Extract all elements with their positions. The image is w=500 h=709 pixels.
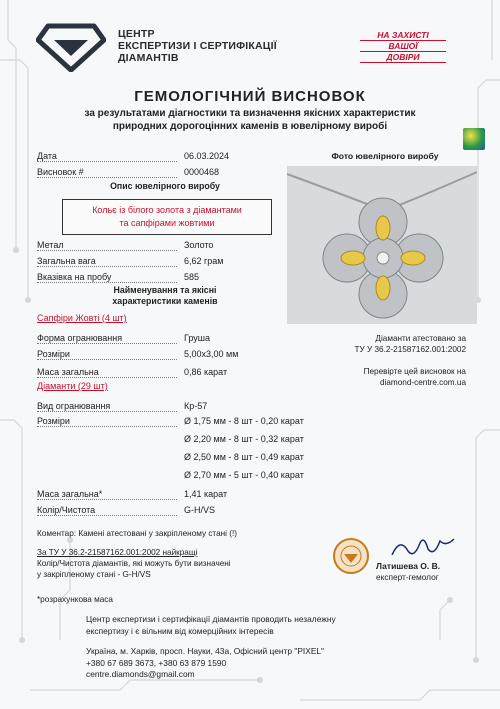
organization-name: ЦЕНТР ЕКСПЕРТИЗИ І СЕРТИФІКАЦІЇ ДІАМАНТІВ — [118, 28, 277, 64]
dotted-divider — [37, 411, 177, 412]
diamond-color-label: Колір/Чистота — [37, 505, 96, 515]
signature-icon — [388, 533, 458, 561]
photo-label: Фото ювелірного виробу — [331, 151, 439, 161]
diamond-size-row: Ø 1,75 мм - 8 шт - 0,20 карат — [184, 416, 304, 426]
hallmark-label: Вказівка на пробу — [37, 272, 112, 282]
dotted-divider — [37, 282, 177, 283]
signer-role: експерт-гемолог — [376, 572, 439, 582]
number-value: 0000468 — [184, 167, 220, 177]
signer-name: Латишева О. В. — [376, 561, 441, 571]
diamonds-heading: Діаманти (29 шт) — [37, 381, 108, 391]
dotted-divider — [37, 499, 177, 500]
sapphires-heading: Сапфіри Жовті (4 шт) — [37, 313, 127, 323]
date-label: Дата — [37, 151, 57, 161]
seal-stamp-icon — [332, 537, 370, 575]
sapphire-size-label: Розміри — [37, 349, 70, 359]
document-title: ГЕМОЛОГІЧНИЙ ВИСНОВОК — [134, 88, 366, 105]
dotted-divider — [37, 266, 177, 267]
diamond-size-row: Ø 2,70 мм - 5 шт - 0,40 карат — [184, 470, 304, 480]
note-text: За ТУ У 36.2-21587162.001:2002 найкращі Колір/Чистота діамантів, які можуть бути визначені у закріпленому стані - G-H/VS — [37, 548, 231, 579]
weight-label: Загальна вага — [37, 256, 96, 266]
sapphire-mass-label: Маса загальна — [37, 367, 99, 377]
footer-contacts: Україна, м. Харків, просп. Науки, 43а, Офісний центр "PIXEL" +380 67 689 3673, +380 63 879 1590 centre.diamonds@gmail.com — [86, 646, 325, 679]
sapphire-cut-label: Форма огранювання — [37, 333, 123, 343]
footnote: *розрахункова маса — [37, 595, 113, 604]
verify-text: Перевірте цей висновок на diamond-centre.com.ua — [363, 367, 466, 387]
sapphire-cut-value: Груша — [184, 333, 210, 343]
footer-disclaimer: Центр експертизи і сертифікації діамантів проводить незалежну експертизу і є вільним від комерційних інтересів — [86, 614, 336, 636]
diamond-mass-value: 1,41 карат — [184, 489, 228, 499]
metal-value: Золото — [184, 240, 214, 250]
number-label: Висновок # — [37, 167, 84, 177]
weight-value: 6,62 грам — [184, 256, 224, 266]
attest-text: Діаманти атестовано за ТУ У 36.2-21587162.001:2002 — [354, 334, 466, 354]
jewelry-photo — [287, 166, 477, 324]
diamond-color-value: G-H/VS — [184, 505, 216, 515]
sapphire-size-value: 5,00x3,00 мм — [184, 349, 239, 359]
hallmark-value: 585 — [184, 272, 200, 282]
stones-heading: Найменування та якісні характеристики каменів — [112, 285, 218, 306]
dotted-divider — [37, 426, 177, 427]
diamond-cut-label: Вид огранювання — [37, 401, 111, 411]
comment-text: Коментар: Камені атестовані у закріпленому стані (!) — [37, 529, 237, 538]
diamond-size-row: Ø 2,50 мм - 8 шт - 0,49 карат — [184, 452, 304, 462]
dotted-divider — [37, 161, 177, 162]
hologram-icon — [463, 128, 485, 150]
diamond-size-row: Ø 2,20 мм - 8 шт - 0,32 карат — [184, 434, 304, 444]
diamond-mass-label: Маса загальна* — [37, 489, 103, 499]
dotted-divider — [37, 515, 177, 516]
dotted-divider — [37, 377, 177, 378]
diamond-size-label: Розміри — [37, 416, 70, 426]
diamond-logo-icon — [36, 22, 106, 72]
metal-label: Метал — [37, 240, 64, 250]
dotted-divider — [37, 250, 177, 251]
item-heading: Опис ювелірного виробу — [110, 181, 220, 191]
dotted-divider — [37, 359, 177, 360]
date-value: 06.03.2024 — [184, 151, 230, 161]
sapphire-mass-value: 0,86 карат — [184, 367, 228, 377]
dotted-divider — [37, 177, 177, 178]
document-subtitle: за результатами діагностики та визначення якісних характеристик природних дорогоцінних каменів в ювелірному виробі — [84, 108, 416, 132]
diamond-cut-value: Кр-57 — [184, 401, 208, 411]
item-description: Кольє із білого золота з діамантами та сапфірами жовтими — [62, 199, 272, 235]
slogan: НА ЗАХИСТІ ВАШОЇ ДОВІРИ — [360, 30, 446, 63]
dotted-divider — [37, 343, 177, 344]
